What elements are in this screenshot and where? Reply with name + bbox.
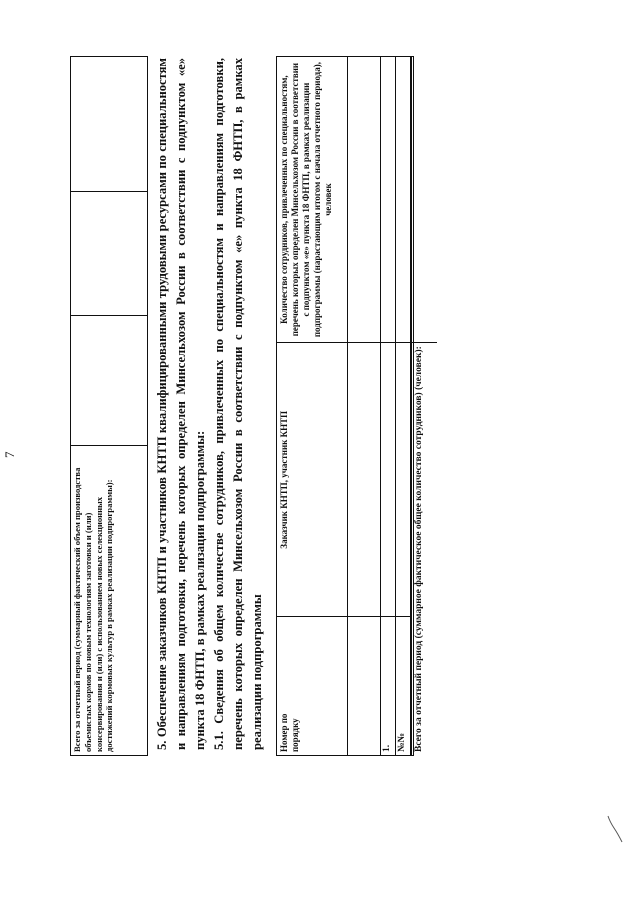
header-count: Количество сотрудников, привлеченных по специальностям, перечень которых определен Минсельхозом России в соответствии с подпунктом «е» пункта 18 ФНТП, в рамках реализации подпрограммы (нарастающим итогом с начала отчетного периода), человек [279, 62, 333, 338]
production-total-label: Всего за отчетный период (суммарный фактический объем производства объемистых кормов по новым технологиям заготовки и (или) консервирования и (или) с использованием новых селекционных достижений кормовых культур в рамках реализации подпрограммы): [72, 467, 115, 752]
production-total-cell-1 [71, 316, 147, 446]
row-customer-cell [396, 343, 410, 617]
row-count-cell [381, 57, 395, 343]
staff-total-label: Всего за отчетный период (суммарное фактическое общее количество сотрудников) (человек): [414, 346, 424, 752]
table-row [348, 57, 381, 755]
row-count-cell [396, 57, 410, 343]
production-total-table [70, 56, 148, 756]
row-customer-cell [381, 343, 395, 617]
pen-mark-icon [604, 814, 626, 844]
production-total-cell-3 [71, 57, 147, 192]
header-number: Номер по порядку [279, 713, 300, 752]
staff-total-value [412, 57, 437, 343]
table-row [396, 57, 411, 755]
table-row [381, 57, 396, 755]
header-customer: Заказчик КНТП, участник КНТП [279, 410, 289, 549]
staff-table [276, 56, 424, 756]
page-number: 7 [2, 451, 17, 458]
row-number: №№ [397, 732, 407, 752]
staff-total-row [411, 57, 437, 755]
section-5-1-heading: 5.1. Сведения об общем количестве сотрудников, привлеченных по специальностям и направлениям подготовки, перечень которых определен Минсельхозом России в соответствии с подпунктом «е» пункта 18 ФНТП, в рамках реализации подпрограммы [212, 58, 264, 750]
production-total-cell-2 [71, 192, 147, 317]
row-number: 1. [382, 744, 392, 752]
section-5-heading: 5. Обеспечение заказчиков КНТП и участников КНТП квалифицированными трудовыми ресурсами по специальностям и направлениям подготовки, перечень которых определен Минсельхозом России в соответствии с подпунктом «е» пункта 18 ФНТП, в рамках реализации подпрограммы: [155, 58, 207, 750]
staff-table-header-row [277, 57, 348, 755]
